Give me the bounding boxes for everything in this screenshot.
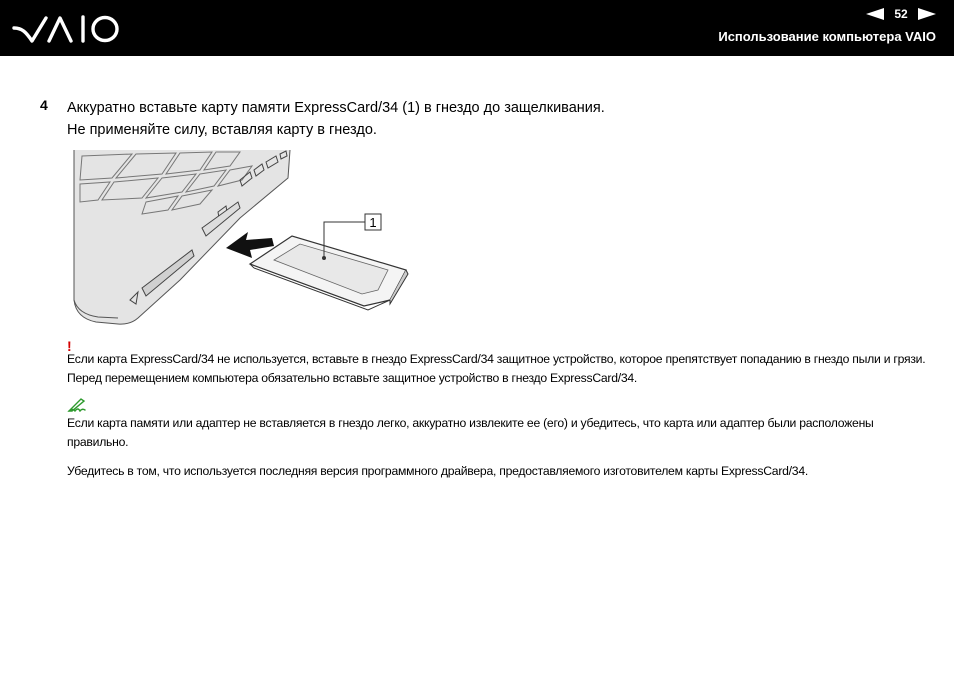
step-number: 4	[40, 97, 48, 113]
pencil-note-icon	[67, 398, 87, 412]
step-line: Не применяйте силу, вставляя карту в гнездо.	[67, 122, 377, 138]
page-number: 52	[894, 7, 908, 21]
page-navigation	[866, 7, 936, 21]
previous-page-icon[interactable]	[866, 8, 884, 20]
vaio-logo	[12, 14, 120, 44]
note-line: Если карта памяти или адаптер не вставляется в гнездо легко, аккуратно извлеките ее (его) и убедитесь, что карта или адаптер были расположены	[67, 416, 874, 430]
warning-mark: !	[67, 338, 72, 354]
step-line: Аккуратно вставьте карту памяти ExpressCard/34 (1) в гнездо до защелкивания.	[67, 100, 605, 116]
expresscard-insertion-illustration	[72, 150, 417, 330]
warning-text	[67, 350, 927, 388]
warning-line: Перед перемещением компьютера обязательно вставьте защитное устройство в гнездо ExpressCard/34.	[67, 371, 638, 385]
next-page-icon[interactable]	[918, 8, 936, 20]
callout-label: 1	[369, 215, 377, 230]
note-line: правильно.	[67, 435, 129, 449]
page-title: Использование компьютера VAIO	[718, 29, 936, 44]
step-text	[67, 97, 605, 141]
header-bar	[0, 0, 954, 56]
note-paragraph-2: Убедитесь в том, что используется последняя версия программного драйвера, предоставляемого изготовителем карты ExpressCard/34.	[67, 464, 808, 478]
note-paragraph-1	[67, 414, 927, 452]
warning-line: Если карта ExpressCard/34 не используется, вставьте в гнездо ExpressCard/34 защитное устройство, которое препятствует попаданию в гнездо пыли и грязи.	[67, 352, 926, 366]
